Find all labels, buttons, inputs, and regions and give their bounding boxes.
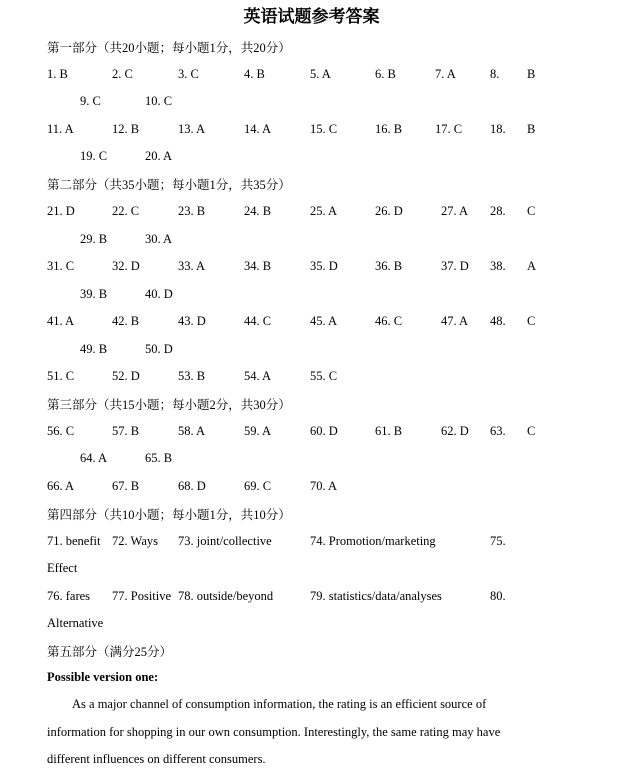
answer-item: 55. C (310, 369, 338, 383)
part3-row3 (0, 478, 623, 505)
answer-item: 23. B (178, 204, 206, 218)
answer-item: 34. B (244, 259, 272, 273)
answer-item: 60. D (310, 424, 338, 438)
answer-item: 12. B (112, 122, 140, 136)
answer-item: 33. A (178, 259, 206, 273)
answer-item: 15. C (310, 122, 338, 136)
part2-heading: 第二部分（共35小题；每小题1分，共35分） (47, 178, 291, 192)
answer-item: 14. A (244, 122, 272, 136)
answer-item: 69. C (244, 479, 272, 493)
answer-item: 65. B (145, 451, 173, 465)
answer-item: 61. B (375, 424, 403, 438)
answer-item: 3. C (178, 67, 199, 81)
part3-row1 (0, 423, 623, 450)
part2-row3 (0, 258, 623, 285)
answer-item: 56. C (47, 424, 75, 438)
part3-heading: 第三部分（共15小题；每小题2分，共30分） (47, 398, 291, 412)
part5-heading: 第五部分（满分25分） (47, 645, 173, 659)
answer-item: 27. A (441, 204, 469, 218)
answer-item: 73. joint/collective (178, 534, 272, 548)
answer-item: 19. C (80, 149, 108, 163)
answer-item: 63. (490, 424, 506, 438)
answer-item: C (527, 424, 536, 438)
part1-row3 (0, 121, 623, 148)
part4-row2 (0, 560, 623, 587)
answer-item: 41. A (47, 314, 75, 328)
page-title: 英语试题参考答案 (243, 7, 380, 26)
answer-item: 59. A (244, 424, 272, 438)
answer-item: 9. C (80, 94, 101, 108)
answer-item: 79. statistics/data/analyses (310, 589, 442, 603)
answer-item: 11. A (47, 122, 74, 136)
answer-item: 45. A (310, 314, 338, 328)
answer-item: 7. A (435, 67, 456, 81)
answer-item: 80. (490, 589, 506, 603)
answer-item: 1. B (47, 67, 68, 81)
answer-item: 74. Promotion/marketing (310, 534, 436, 548)
part4-row1 (0, 533, 623, 560)
answer-item: 44. C (244, 314, 272, 328)
answer-item: 5. A (310, 67, 331, 81)
answer-item: 58. A (178, 424, 206, 438)
part4-row4 (0, 615, 623, 642)
answer-item: C (527, 314, 536, 328)
answer-item: 17. C (435, 122, 463, 136)
answer-item: 67. B (112, 479, 140, 493)
answer-item: 57. B (112, 424, 140, 438)
answer-item: 53. B (178, 369, 206, 383)
answer-item: 22. C (112, 204, 140, 218)
answer-item: 29. B (80, 232, 108, 246)
answer-item: 66. A (47, 479, 75, 493)
answer-item: 72. Ways (112, 534, 158, 548)
answer-item: B (527, 122, 536, 136)
answer-item: 51. C (47, 369, 75, 383)
answer-item: 13. A (178, 122, 206, 136)
answer-item: 25. A (310, 204, 338, 218)
answer-item: 77. Positive (112, 589, 172, 603)
version-label: Possible version one: (47, 670, 159, 684)
answer-item: 8. (490, 67, 500, 81)
answer-item: B (527, 67, 536, 81)
answer-item: 62. D (441, 424, 469, 438)
part3-row2 (0, 450, 623, 477)
answer-item: 78. outside/beyond (178, 589, 274, 603)
answer-item: 52. D (112, 369, 140, 383)
answer-item: 10. C (145, 94, 173, 108)
answer-item: A (527, 259, 537, 273)
answer-item: Alternative (47, 616, 104, 630)
answer-item: 36. B (375, 259, 403, 273)
answer-item: 2. C (112, 67, 133, 81)
part2-row5 (0, 313, 623, 340)
answer-item: 76. fares (47, 589, 91, 603)
answer-item: C (527, 204, 536, 218)
answer-item: 30. A (145, 232, 173, 246)
answer-item: 26. D (375, 204, 403, 218)
part2-row7 (0, 368, 623, 395)
answer-item: 20. A (145, 149, 173, 163)
answer-item: 43. D (178, 314, 206, 328)
answer-item: 75. (490, 534, 506, 548)
answer-item: 32. D (112, 259, 140, 273)
part2-row4 (0, 286, 623, 313)
answer-item: 28. (490, 204, 506, 218)
essay-line-1: As a major channel of consumption information, the rating is an efficient source of (72, 697, 487, 711)
answer-item: 70. A (310, 479, 338, 493)
answer-item: 47. A (441, 314, 469, 328)
answer-item: 46. C (375, 314, 403, 328)
answer-item: 6. B (375, 67, 396, 81)
answer-item: 49. B (80, 342, 108, 356)
answer-item: 38. (490, 259, 506, 273)
answer-item: 31. C (47, 259, 75, 273)
answer-item: 24. B (244, 204, 272, 218)
part1-row2 (0, 93, 623, 120)
answer-item: 48. (490, 314, 506, 328)
answer-item: 39. B (80, 287, 108, 301)
answer-item: 35. D (310, 259, 338, 273)
answer-item: 50. D (145, 342, 173, 356)
answer-item: 37. D (441, 259, 469, 273)
answer-item: 4. B (244, 67, 265, 81)
answer-item: 18. (490, 122, 506, 136)
essay-line-3: different influences on different consumers. (47, 752, 266, 766)
answer-item: 40. D (145, 287, 173, 301)
part1-heading: 第一部分（共20小题；每小题1分，共20分） (47, 41, 291, 55)
answer-item: 54. A (244, 369, 272, 383)
answer-item: 16. B (375, 122, 403, 136)
part4-row3 (0, 588, 623, 615)
answer-item: 42. B (112, 314, 140, 328)
part2-row1 (0, 203, 623, 230)
part2-row2 (0, 231, 623, 258)
part2-row6 (0, 341, 623, 368)
answer-item: 71. benefit (47, 534, 101, 548)
part1-row4 (0, 148, 623, 175)
answer-item: 68. D (178, 479, 206, 493)
answer-item: Effect (47, 561, 78, 575)
answer-item: 64. A (80, 451, 108, 465)
essay-line-2: information for shopping in our own consumption. Interestingly, the same rating may have (47, 725, 501, 739)
answer-item: 21. D (47, 204, 75, 218)
part4-heading: 第四部分（共10小题；每小题1分，共10分） (47, 508, 291, 522)
part1-row1 (0, 66, 623, 93)
